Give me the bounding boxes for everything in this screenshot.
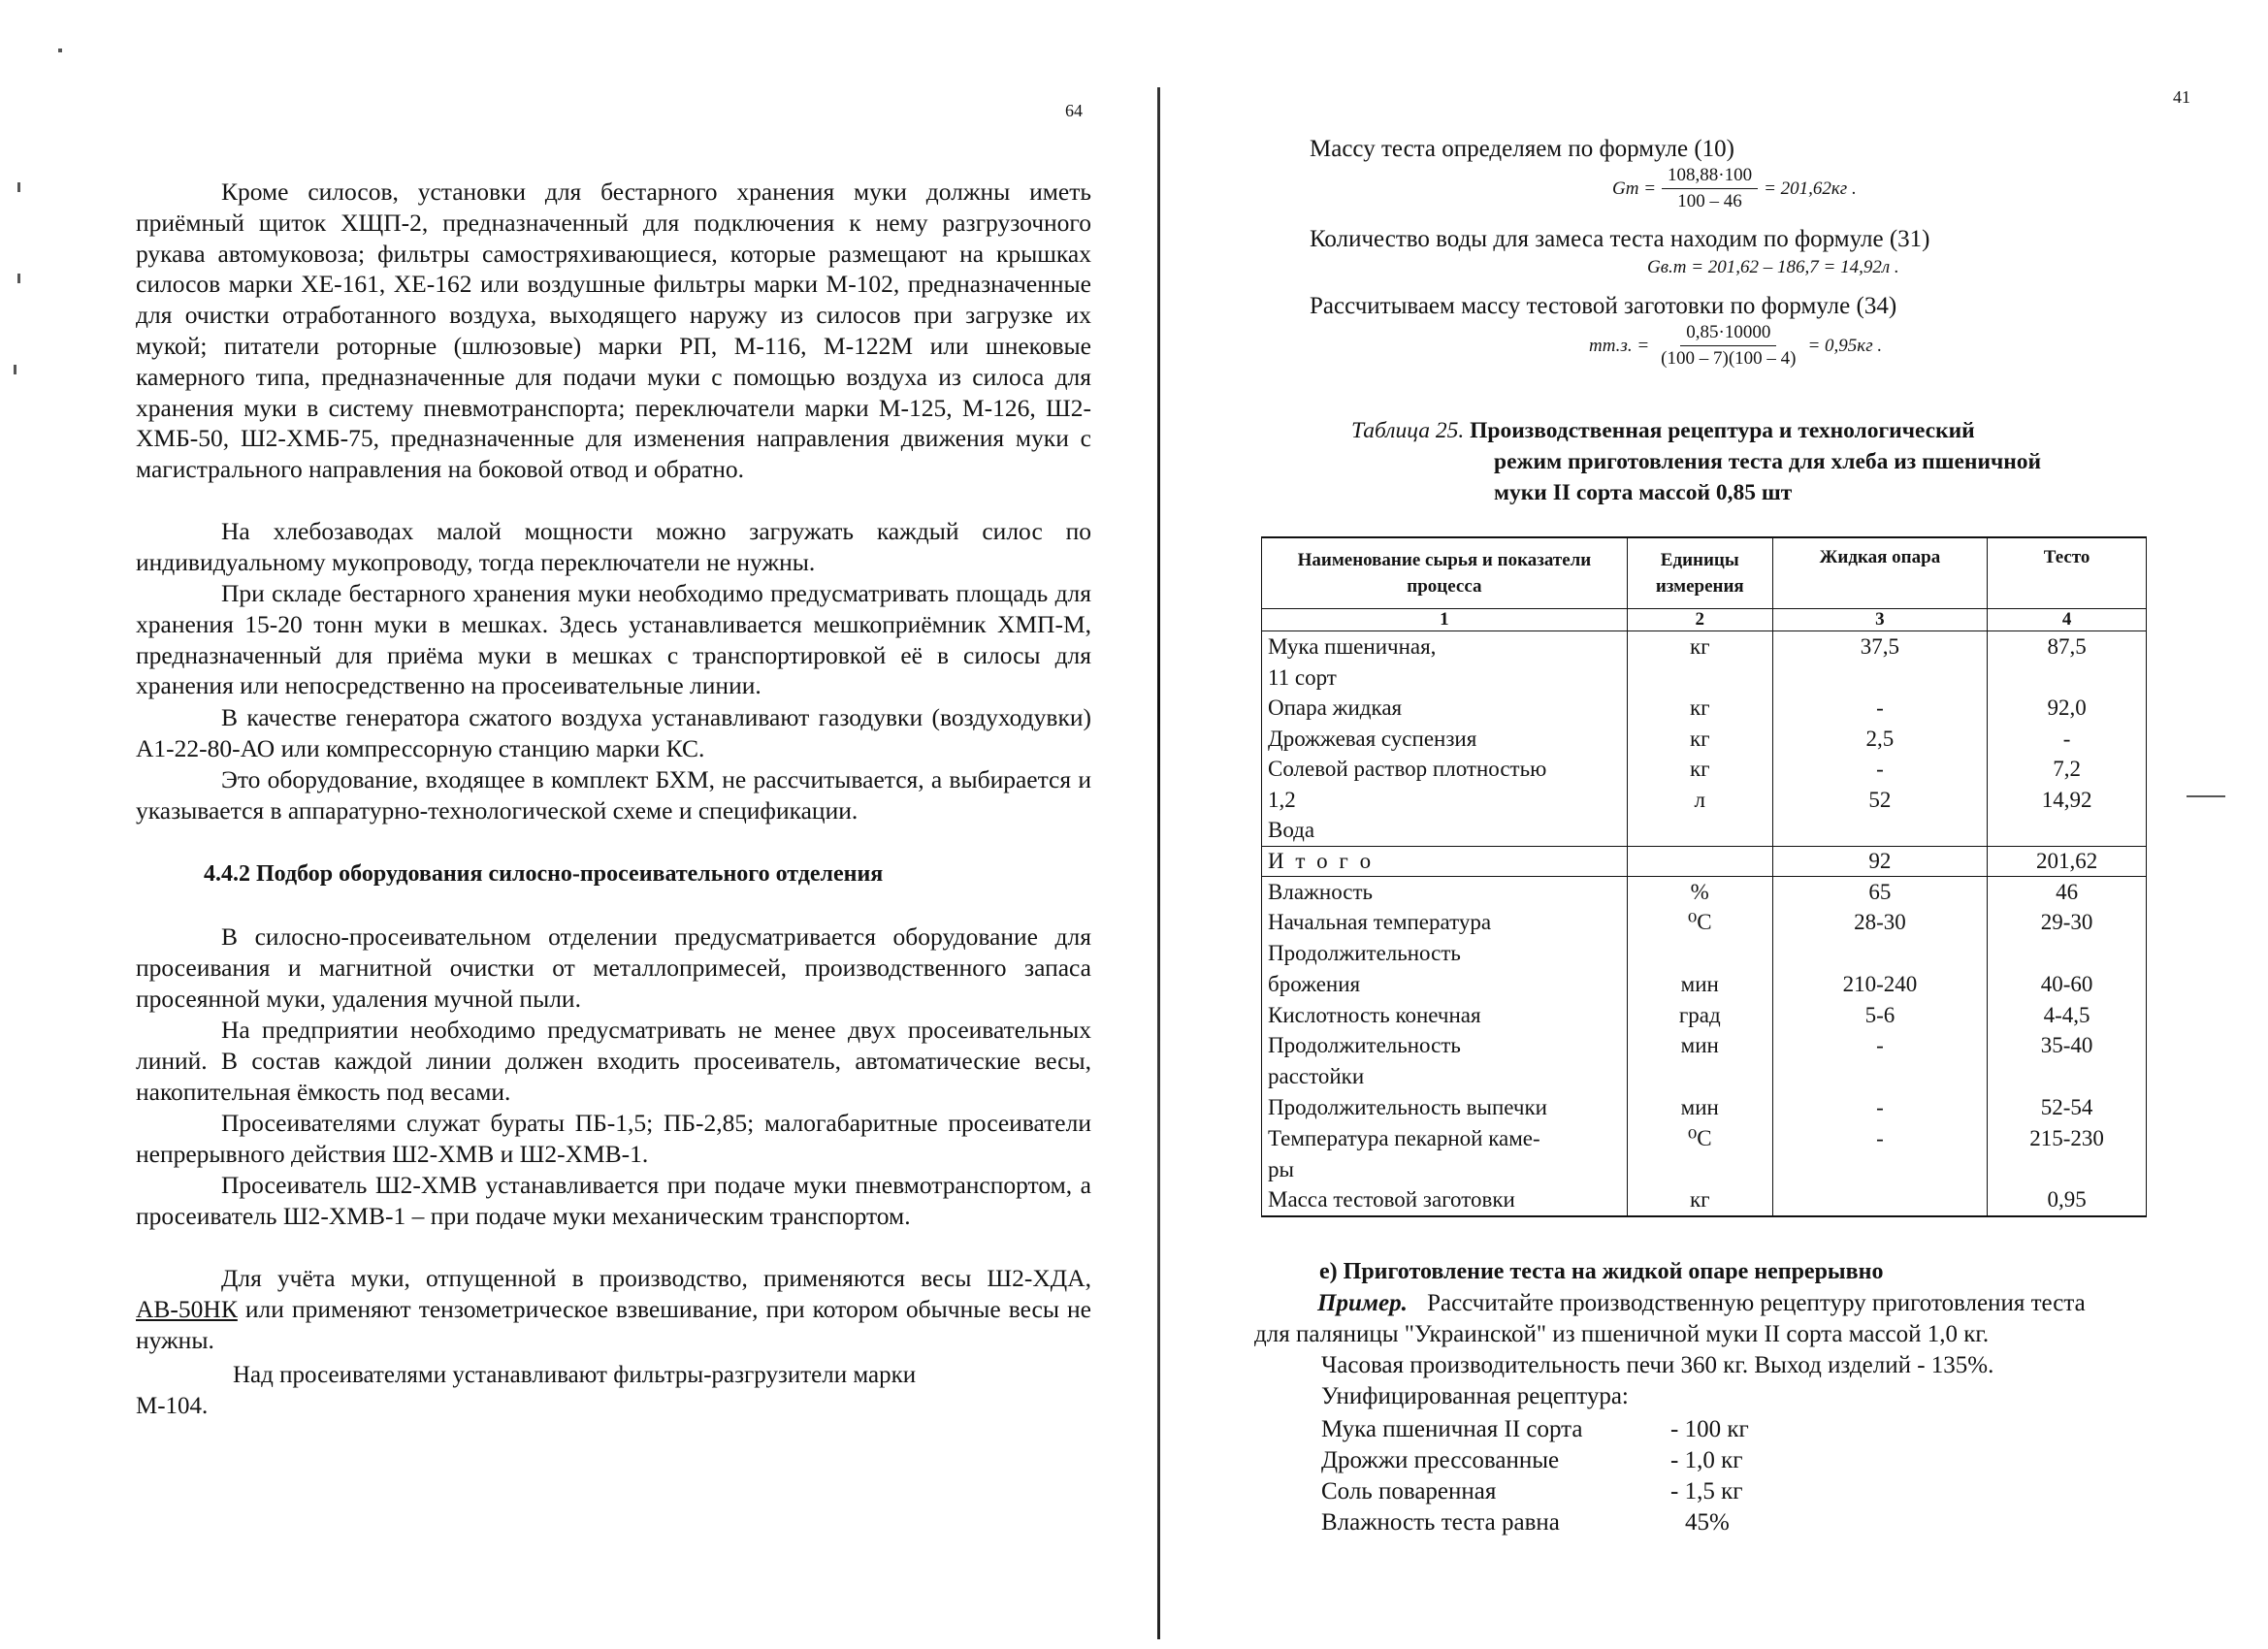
paragraph-sifting-department: В силосно-просеивательном отделении предусматривается оборудование для просеивания и магнитной очистки от металлопримесей, производственного запаса просеянной муки, удаления мучной пыли.	[136, 922, 1091, 1013]
unified-recipe-title: Унифицированная рецептура:	[1321, 1383, 1629, 1409]
table-total-row: И т о г о 92 201,62	[1262, 846, 2147, 876]
column-number-row: 1 2 3 4	[1262, 609, 2147, 631]
table-row: Продолжительность мин - 35-40	[1262, 1030, 2147, 1061]
table-row: Мука пшеничная, кг 37,5 87,5	[1262, 631, 2147, 663]
example-line-2: для паляницы "Украинской" из пшеничной муки II сорта массой 1,0 кг.	[1254, 1321, 1990, 1347]
formula-1-fraction: $\frac{108,88\cdot 100}{100 - 46}$	[1662, 165, 1758, 212]
paragraph-silos-equipment: Кроме силосов, установки для бестарного хранения муки должны иметь приёмный щиток ХЩП-2, предназначенный для подключения к нему разгрузочного рукава автомуковоза; фильтры самостряхивающиеся, которые размещают на крышках силосов марки ХЕ-161, ХЕ-162 или воздушные фильтры марки М-102, предназначенные для очистки отработанного воздуха, выходящего наружу из силосов при загрузке их мукой; питатели роторные (шлюзовые) марки РП, М-116, М-122М или шнековые камерного типа, предназначенные для подачи муки с помощью воздуха из силоса для хранения муки в систему пневмотранспорта; переключатели марки М-125, М-126, Ш2-ХМБ-50, Ш2-ХМБ-75, предназначенные для изменения направления движения муки с магистрального направления на боковой отвод и обратно.	[136, 178, 1091, 484]
table-row: расстойки	[1262, 1061, 2147, 1092]
formula-3-intro: Рассчитываем массу тестовой заготовки по формуле (34)	[1310, 293, 1897, 319]
example-line-3: Часовая производительность печи 360 кг. Выход изделий - 135%.	[1321, 1352, 1994, 1378]
table-row: 11 сорт	[1262, 663, 2147, 694]
header-ingredient: Наименование сырья и показатели процесса	[1262, 537, 1628, 609]
table-row: брожения мин 210-240 40-60	[1262, 969, 2147, 1000]
formula-piece-mass: mт.з. = $\frac{0,85\cdot 10000}{(100 - 7)(100 - 4)}$ = 0,95кг .	[1589, 322, 1883, 369]
list-item: Соль поваренная - 1,5 кг	[1321, 1478, 1743, 1504]
paragraph-small-bakeries: На хлебозаводах малой мощности можно загружать каждый силос по индивидуальному мукопроводу, тогда переключатели не нужны.	[136, 517, 1091, 576]
table-row: Кислотность конечная град 5-6 4-4,5	[1262, 1000, 2147, 1031]
table-row: Продолжительность выпечки мин - 52-54	[1262, 1092, 2147, 1123]
section-heading-e: е) Приготовление теста на жидкой опаре непрерывно	[1319, 1259, 1884, 1284]
list-item: Мука пшеничная II сорта - 100 кг	[1321, 1416, 1749, 1442]
section-heading-4-4-2: 4.4.2 Подбор оборудования силосно-просеивательного отделения	[204, 861, 884, 887]
table-row: Вода	[1262, 815, 2147, 846]
table-row: Масса тестовой заготовки кг 0,95	[1262, 1184, 2147, 1216]
table-caption-label: Таблица 25.	[1351, 418, 1465, 443]
table-row: Продолжительность	[1262, 938, 2147, 969]
paragraph-air-generator: В качестве генератора сжатого воздуха устанавливают газодувки (воздуходувки) А1-22-80-АО или компрессорную станцию марки КС.	[136, 703, 1091, 762]
example-line-1: Пример. Рассчитайте производственную рецептуру приготовления теста	[1317, 1290, 2086, 1316]
formula-3-fraction: $\frac{0,85\cdot 10000}{(100 - 7)(100 - 4)}$	[1661, 322, 1797, 369]
left-page-number: 64	[1065, 101, 1083, 120]
header-dough: Тесто	[1988, 537, 2147, 609]
table-row: Начальная температура ⁰С 28-30 29-30	[1262, 907, 2147, 938]
right-page-number: 41	[2173, 87, 2190, 107]
table-row: Опара жидкая кг - 92,0	[1262, 693, 2147, 724]
table-header-row	[1262, 537, 2147, 609]
table-caption-line3: муки II сорта массой 0,85 шт	[1494, 480, 1793, 505]
header-liquid-sponge: Жидкая опара	[1772, 537, 1988, 609]
recipe-table	[1261, 536, 2147, 1217]
formula-1-intro: Массу теста определяем по формуле (10)	[1310, 136, 1735, 162]
table-caption: Таблица 25. Производственная рецептура и технологический	[1351, 418, 1975, 443]
paragraph-sifter-sh2-hmv: Просеиватель Ш2-ХМВ устанавливается при подаче муки пневмотранспортом, а просеиватель Ш2-ХМВ-1 – при подаче муки механическим транспортом.	[136, 1171, 1091, 1230]
table-row: 1,2 л 52 14,92	[1262, 785, 2147, 816]
table-caption-line2: режим приготовления теста для хлеба из пшеничной	[1494, 449, 2042, 474]
paragraph-sifting-lines: На предприятии необходимо предусматривать не менее двух просеивательных линий. В состав каждой линии должен входить просеиватель, автоматические весы, накопительная ёмкость под весами.	[136, 1016, 1091, 1106]
example-label: Пример.	[1317, 1290, 1408, 1316]
scan-speck	[58, 48, 62, 52]
table-row: Температура пекарной каме- ⁰С - 215-230	[1262, 1123, 2147, 1154]
paragraph-sifters: Просеивателями служат бураты ПБ-1,5; ПБ-2,85; малогабаритные просеиватели непрерывного действия Ш2-ХМВ и Ш2-ХМВ-1.	[136, 1109, 1091, 1168]
table-row: ры	[1262, 1154, 2147, 1185]
paragraph-flour-scales: Для учёта муки, отпущенной в производство, применяются весы Ш2-ХДА, АВ-50НК или применяют тензометрическое взвешивание, при котором обычные весы не нужны.	[136, 1264, 1092, 1354]
scan-speck	[14, 365, 16, 374]
header-units: Единицы измерения	[1627, 537, 1772, 609]
formula-2-intro: Количество воды для замеса теста находим по формуле (31)	[1310, 226, 1930, 252]
table-row: Солевой раствор плотностью кг - 7,2	[1262, 754, 2147, 785]
scan-speck	[17, 274, 20, 283]
table-row: Влажность % 65 46	[1262, 876, 2147, 907]
formula-dough-mass: Gm = $\frac{108,88\cdot 100}{100 - 46}$ = 201,62кг .	[1612, 165, 1857, 211]
scan-speck	[2187, 795, 2225, 797]
underlined-model-av50nk: АВ-50НК	[136, 1294, 238, 1323]
book-spine	[1157, 87, 1160, 1639]
paragraph-filters-line2: М-104.	[136, 1393, 209, 1419]
formula-water-amount: Gв.т = 201,62 – 186,7 = 14,92л .	[1647, 257, 1899, 277]
paragraph-bag-storage: При складе бестарного хранения муки необходимо предусматривать площадь для хранения 15-20 тонн муки в мешках. Здесь устанавливается мешкоприёмник ХМП-М, предназначенный для приёма муки в мешках с транспортировкой её в силосы для хранения или непосредственно на просеивательные линии.	[136, 579, 1091, 700]
paragraph-bhm-equipment: Это оборудование, входящее в комплект БХМ, не рассчитывается, а выбирается и указывается в аппаратурно-технологической схеме и спецификации.	[136, 765, 1091, 824]
paragraph-filters-line1: Над просеивателями устанавливают фильтры-разгрузители марки	[233, 1362, 917, 1388]
list-item: Влажность теста равна 45%	[1321, 1509, 1730, 1536]
list-item: Дрожжи прессованные - 1,0 кг	[1321, 1447, 1743, 1473]
table-row: Дрожжевая суспензия кг 2,5 -	[1262, 724, 2147, 755]
scan-speck	[17, 182, 20, 192]
